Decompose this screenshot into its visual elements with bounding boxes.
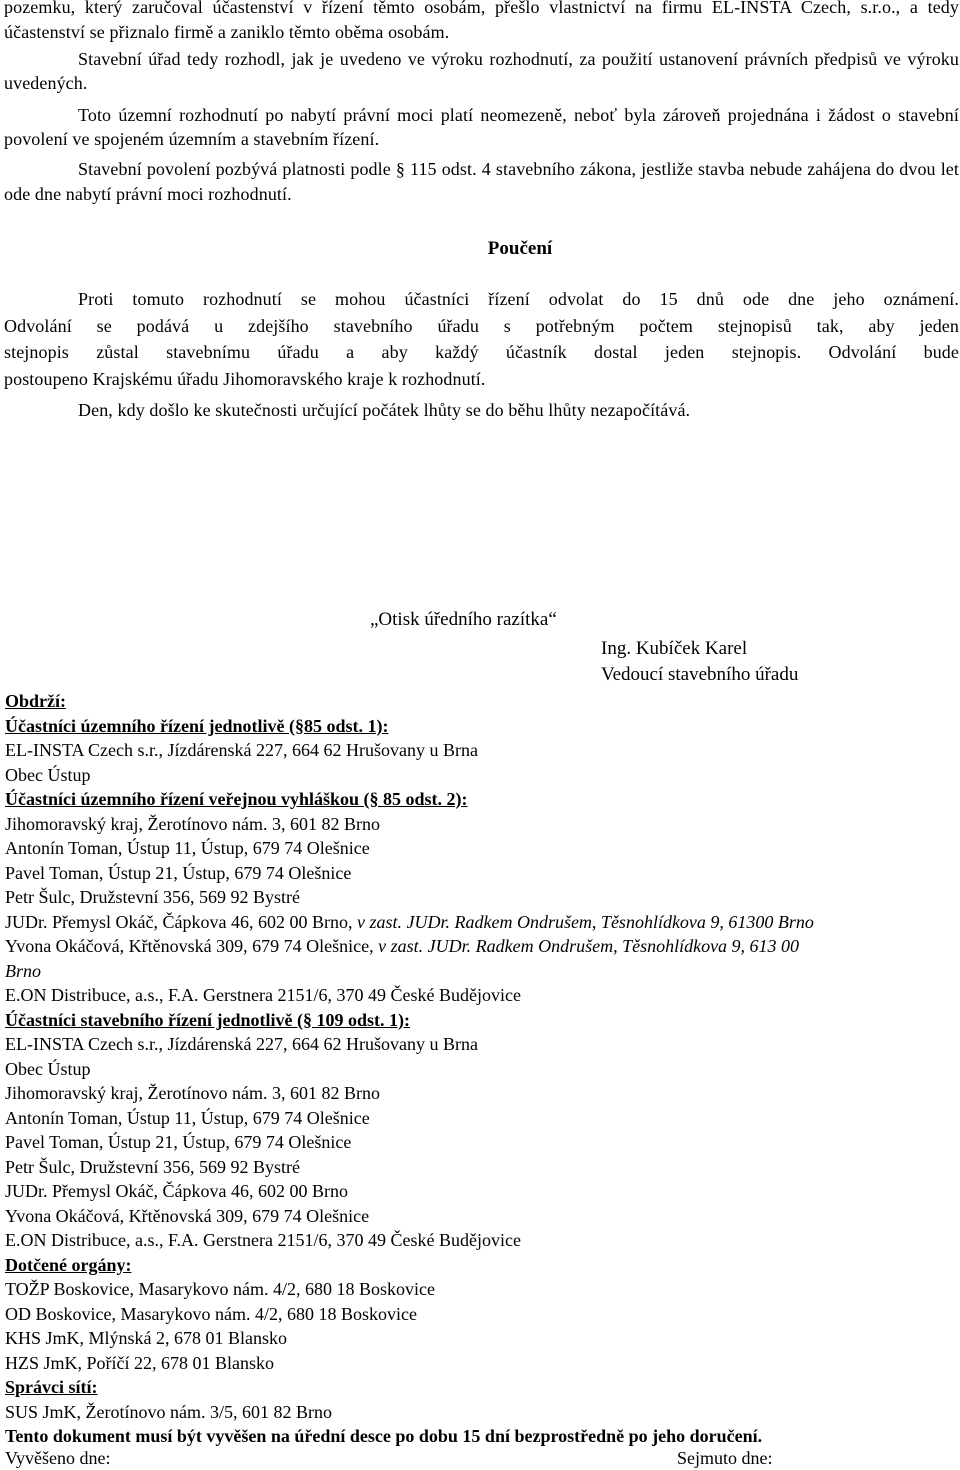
paragraph-ownership-transfer: pozemku, který zaručoval účastenství v řízení těmto osobám, přešlo vlastnictví na firmu EL-INSTA Czech, s.r.o., a tedy účastenství se přiznalo firmě a zaniklo těmto oběma osobám.: [4, 0, 959, 42]
appeal-line-2: Odvolání se podává u zdejšího stavebního úřadu s potřebným počtem stejnopisů tak, aby jeden: [4, 315, 959, 336]
list-item: Petr Šulc, Družstevní 356, 569 92 Bystré: [5, 1156, 300, 1177]
appeal-line-1: Proti tomuto rozhodnutí se mohou účastníci řízení odvolat do 15 dnů ode dne jeho oznámení.: [78, 289, 959, 309]
list-item: Yvona Okáčová, Křtěnovská 309, 679 74 Olešnice: [5, 1205, 370, 1226]
paragraph-permit-expiry: Stavební povolení pozbývá platnosti podle § 115 odst. 4 stavebního zákona, jestliže stavba nebude zahájena do dvou let ode dne nabytí právní moci rozhodnutí.: [4, 159, 959, 204]
list-item: TOŽP Boskovice, Masarykovo nám. 4/2, 680 18 Boskovice: [5, 1279, 435, 1299]
list-item: Pavel Toman, Ústup 21, Ústup, 679 74 Olešnice: [5, 862, 352, 883]
list-item: Antonín Toman, Ústup 11, Ústup, 679 74 Olešnice: [5, 838, 370, 858]
list-item: [5, 910, 960, 935]
list-item: SUS JmK, Žerotínovo nám. 3/5, 601 82 Brno: [5, 1401, 332, 1422]
recipients-heading: Obdrží:: [5, 691, 66, 711]
posted-date-label: Vyvěšeno dne:: [5, 1448, 111, 1468]
list-item: Petr Šulc, Družstevní 356, 569 92 Bystré: [5, 887, 300, 907]
signatory-role: Vedoucí stavebního úřadu: [601, 664, 799, 685]
list-item: HZS JmK, Poříčí 22, 678 01 Blansko: [5, 1352, 275, 1373]
list-item: Obec Ústup: [5, 764, 91, 785]
group-heading-territorial-public: Účastníci územního řízení veřejnou vyhláškou (§ 85 odst. 2):: [5, 789, 468, 809]
list-item: Jihomoravský kraj, Žerotínovo nám. 3, 601 82 Brno: [5, 1083, 380, 1103]
group-heading-network-managers: Správci sítí:: [5, 1377, 98, 1397]
official-stamp-placeholder: „Otisk úředního razítka“: [370, 609, 557, 630]
list-item: [5, 934, 960, 959]
distribution-list: [5, 689, 960, 1449]
recipient-okacova-representation-city: Brno: [5, 960, 41, 981]
list-item: JUDr. Přemysl Okáč, Čápkova 46, 602 00 Brno: [5, 1181, 348, 1201]
group-heading-building-individual: Účastníci stavebního řízení jednotlivě (§ 109 odst. 1):: [5, 1009, 410, 1030]
list-item: KHS JmK, Mlýnská 2, 678 01 Blansko: [5, 1328, 288, 1348]
list-item: Antonín Toman, Ústup 11, Ústup, 679 74 Olešnice: [5, 1107, 370, 1128]
recipient-okac: JUDr. Přemysl Okáč, Čápkova 46, 602 00 Brno,: [5, 911, 357, 932]
list-item: Pavel Toman, Ústup 21, Ústup, 679 74 Olešnice: [5, 1132, 352, 1152]
paragraph-decision-basis: Stavební úřad tedy rozhodl, jak je uvedeno ve výroku rozhodnutí, za použití ustanovení právních předpisů ve výroku uvedených.: [4, 49, 959, 93]
list-item: OD Boskovice, Masarykovo nám. 4/2, 680 18 Boskovice: [5, 1303, 417, 1324]
appeal-line-4: postoupeno Krajskému úřadu Jihomoravského kraje k rozhodnutí.: [4, 368, 486, 389]
paragraph-appeal: [4, 286, 959, 392]
list-item: Obec Ústup: [5, 1058, 91, 1079]
posting-dates: [5, 1447, 960, 1469]
recipient-okacova: Yvona Okáčová, Křtěnovská 309, 679 74 Olešnice,: [5, 936, 379, 956]
group-heading-territorial-individual: Účastníci územního řízení jednotlivě (§85 odst. 1):: [5, 715, 389, 736]
posting-notice: Tento dokument musí být vyvěšen na úřední desce po dobu 15 dní bezprostředně po jeho doručení.: [5, 1426, 763, 1446]
recipient-okacova-representation: v zast. JUDr. Radkem Ondrušem, Těsnohlídkova 9, 613 00: [378, 936, 800, 956]
signatory-name: Ing. Kubíček Karel: [601, 638, 748, 659]
list-item: EL-INSTA Czech s.r., Jízdárenská 227, 664 62 Hrušovany u Brna: [5, 740, 478, 760]
list-item: [5, 959, 960, 984]
list-item: E.ON Distribuce, a.s., F.A. Gerstnera 2151/6, 370 49 České Budějovice: [5, 985, 521, 1005]
appeal-line-3: stejnopis zůstal stavebnímu úřadu a aby každý účastník dostal jeden stejnopis. Odvolání bude: [4, 342, 959, 362]
paragraph-validity: Toto územní rozhodnutí po nabytí právní moci platí neomezeně, neboť byla zároveň projednána i žádost o stavební povolení ve spojeném územním a stavebním řízení.: [4, 105, 959, 149]
paragraph-deadline-note: Den, kdy došlo ke skutečnosti určující počátek lhůty se do běhu lhůty nezapočítává.: [78, 400, 691, 420]
removed-date-label: Sejmuto dne:: [677, 1448, 773, 1468]
recipient-okac-representation: v zast. JUDr. Radkem Ondrušem, Těsnohlídkova 9, 61300 Brno: [356, 911, 814, 932]
list-item: E.ON Distribuce, a.s., F.A. Gerstnera 2151/6, 370 49 České Budějovice: [5, 1230, 521, 1250]
group-heading-authorities: Dotčené orgány:: [5, 1254, 132, 1275]
instruction-heading: Poučení: [487, 238, 553, 259]
list-item: Jihomoravský kraj, Žerotínovo nám. 3, 601 82 Brno: [5, 813, 380, 834]
list-item: EL-INSTA Czech s.r., Jízdárenská 227, 664 62 Hrušovany u Brna: [5, 1034, 478, 1054]
